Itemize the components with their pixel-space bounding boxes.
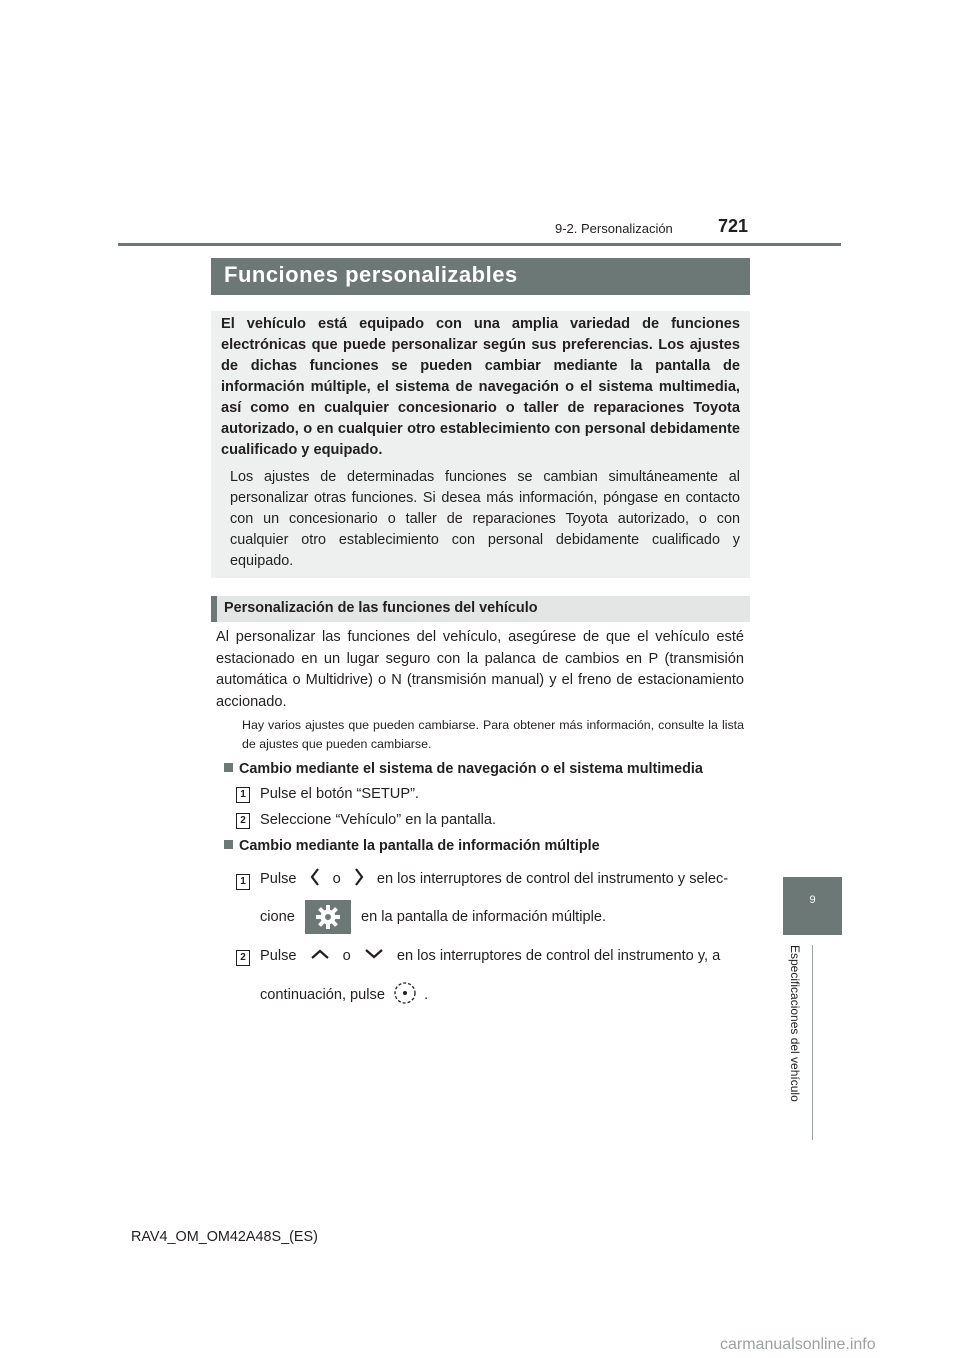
method-mid-heading-text: Cambio mediante la pantalla de información múltiple [239,838,600,854]
section-reference: 9-2. Personalización [555,221,673,236]
subsection-bar-mark [211,596,217,622]
chevron-right-icon [353,866,365,892]
method-mid-heading [224,838,600,854]
step-word: en la pantalla de información múltiple. [361,908,607,925]
step-word: o [342,947,351,964]
method-nav-heading-text: Cambio mediante el sistema de navegación o el sistema multimedia [239,761,703,777]
step-word: Pulse [260,947,297,964]
step-word: o [332,870,341,887]
step-number: 2 [236,950,250,966]
footer-code: RAV4_OM_OM42A48S_(ES) [131,1229,318,1245]
step-word: Pulse [260,870,297,887]
header-rule [118,243,841,246]
subsection-paragraph: Al personalizar las funciones del vehículo, asegúrese de que el vehículo esté estacionado en un lugar seguro con la palanca de cambios en P (transmisión automática o Multidrive) o N (transmisión manual) y el freno de estacionamiento accionado. [216,629,744,710]
step-text [260,981,428,1009]
step-word: en los interruptores de control del instrumento y, a [396,947,721,964]
chevron-up-icon [309,947,331,965]
page-title: Funciones personalizables [224,262,518,287]
step-word: continuación, pulse [260,986,385,1003]
step-word: . [424,986,429,1003]
step-number: 1 [236,874,250,890]
side-tab-label-text: Especificaciones del vehículo [788,945,802,1102]
bullet-square-icon [224,840,233,849]
step-text: Pulse el botón “SETUP”. [260,786,419,802]
side-tab [783,877,842,935]
step-word: cione [260,908,295,925]
intro-bold-text: El vehículo está equipado con una amplia variedad de funciones electrónicas que puede personalizar según sus preferencias. Los ajustes de dichas funciones se pueden cambiar mediante la pantalla de información múltiple, el sistema de navegación o el sistema multimedia, así como en cualquier concesionario o taller de reparaciones Toyota autorizado, o en cualquier otro establecimiento con personal debidamente cualificado y equipado. [221,316,740,458]
page-number: 721 [718,216,749,236]
small-note: Hay varios ajustes que pueden cambiarse. Para obtener más información, consulte la lista de ajustes que pueden cambiarse. [242,718,744,751]
step-text [260,866,746,892]
side-tab-label [788,945,808,1120]
step-number: 1 [236,787,250,803]
intro-note-text: Los ajustes de determinadas funciones se cambian simultáneamente al personalizar otras funciones. Si desea más información, póngase en contacto con un concesionario o taller de reparaciones Toyota autorizado, o con cualquier otro establecimiento con personal debidamente cualificado y equipado. [230,469,740,569]
subsection-title: Personalización de las funciones del vehículo [224,600,538,616]
enter-dot-icon [393,981,417,1009]
chevron-left-icon [309,866,321,892]
step-text: Seleccione “Vehículo” en la pantalla. [260,812,497,828]
gear-icon [305,900,351,934]
watermark: carmanualsonline.info [720,1336,876,1353]
step-number: 2 [236,813,250,829]
bullet-square-icon [224,763,233,772]
step-word: en los interruptores de control del instrumento y selec- [376,870,729,887]
side-rule [812,945,813,1140]
step-text [260,900,606,934]
method-nav-heading [224,761,703,777]
side-tab-number: 9 [809,894,816,906]
chevron-down-icon [363,947,385,965]
step-text [260,947,746,965]
